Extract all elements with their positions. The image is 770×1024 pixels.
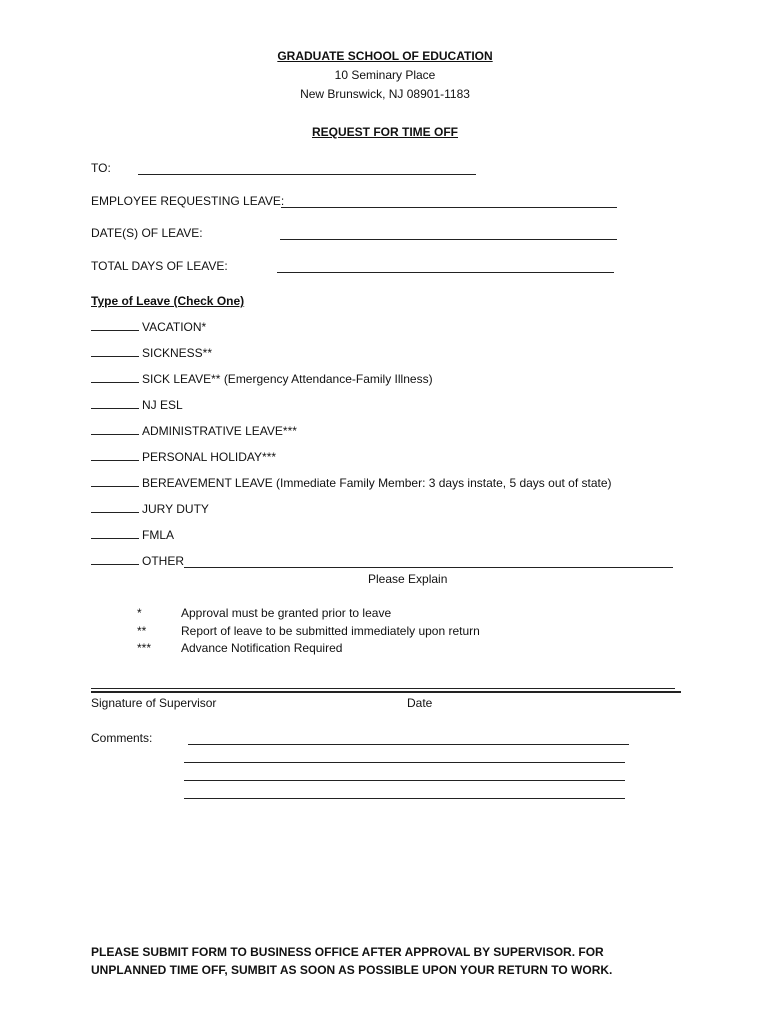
leave-option-bereavement[interactable]: BEREAVEMENT LEAVE (Immediate Family Member: 3 days instate, 5 days out of state) — [91, 476, 612, 490]
signature-label: Signature of Supervisor — [91, 696, 217, 710]
check-blank[interactable] — [91, 425, 139, 435]
signature-line[interactable] — [91, 688, 675, 689]
note-mark: * — [137, 606, 142, 620]
address-line-2: New Brunswick, NJ 08901-1183 — [300, 87, 470, 101]
check-blank[interactable] — [91, 451, 139, 461]
comments-label: Comments: — [91, 731, 153, 745]
leave-option-administrative[interactable]: ADMINISTRATIVE LEAVE*** — [91, 424, 297, 438]
to-label: TO: — [91, 161, 111, 175]
total-days-field[interactable] — [277, 272, 614, 273]
to-field[interactable] — [138, 174, 476, 175]
date-label: Date — [407, 696, 433, 710]
check-blank[interactable] — [91, 503, 139, 513]
check-blank[interactable] — [91, 399, 139, 409]
check-blank[interactable] — [91, 373, 139, 383]
leave-option-fmla[interactable]: FMLA — [91, 528, 174, 542]
check-blank[interactable] — [91, 321, 139, 331]
note-text: Approval must be granted prior to leave — [181, 606, 392, 620]
address-line-1: 10 Seminary Place — [334, 68, 436, 82]
comments-line[interactable] — [184, 780, 625, 781]
signature-divider — [91, 691, 681, 693]
leave-option-sick-leave[interactable]: SICK LEAVE** (Emergency Attendance-Family Illness) — [91, 372, 433, 386]
school-name: GRADUATE SCHOOL OF EDUCATION — [277, 49, 493, 63]
leave-option-nj-esl[interactable]: NJ ESL — [91, 398, 183, 412]
leave-option-personal-holiday[interactable]: PERSONAL HOLIDAY*** — [91, 450, 276, 464]
leave-option-sickness[interactable]: SICKNESS** — [91, 346, 212, 360]
leave-option-jury-duty[interactable]: JURY DUTY — [91, 502, 209, 516]
comments-line[interactable] — [184, 798, 625, 799]
comments-line[interactable] — [184, 762, 625, 763]
leave-type-heading: Type of Leave (Check One) — [91, 294, 245, 308]
leave-option-vacation[interactable]: VACATION* — [91, 320, 206, 334]
note-mark: ** — [137, 624, 147, 638]
check-blank[interactable] — [91, 347, 139, 357]
dates-field[interactable] — [280, 239, 617, 240]
other-explain-field[interactable] — [184, 567, 673, 568]
dates-label: DATE(S) OF LEAVE: — [91, 226, 203, 240]
form-title: REQUEST FOR TIME OFF — [312, 125, 458, 139]
submission-instructions: PLEASE SUBMIT FORM TO BUSINESS OFFICE AFTER APPROVAL BY SUPERVISOR. FOR UNPLANNED TIME OFF, SUMBIT AS SOON AS POSSIBLE UPON YOUR RETURN TO WORK. — [91, 945, 613, 977]
leave-option-other[interactable]: OTHER — [91, 554, 184, 568]
check-blank[interactable] — [91, 529, 139, 539]
comments-line[interactable] — [188, 744, 629, 745]
note-mark: *** — [137, 641, 152, 655]
note-text: Advance Notification Required — [181, 641, 343, 655]
check-blank[interactable] — [91, 477, 139, 487]
employee-field[interactable] — [281, 207, 617, 208]
please-explain-label: Please Explain — [368, 572, 448, 586]
employee-label: EMPLOYEE REQUESTING LEAVE: — [91, 194, 285, 208]
total-days-label: TOTAL DAYS OF LEAVE: — [91, 259, 228, 273]
check-blank[interactable] — [91, 555, 139, 565]
note-text: Report of leave to be submitted immediately upon return — [181, 624, 480, 638]
